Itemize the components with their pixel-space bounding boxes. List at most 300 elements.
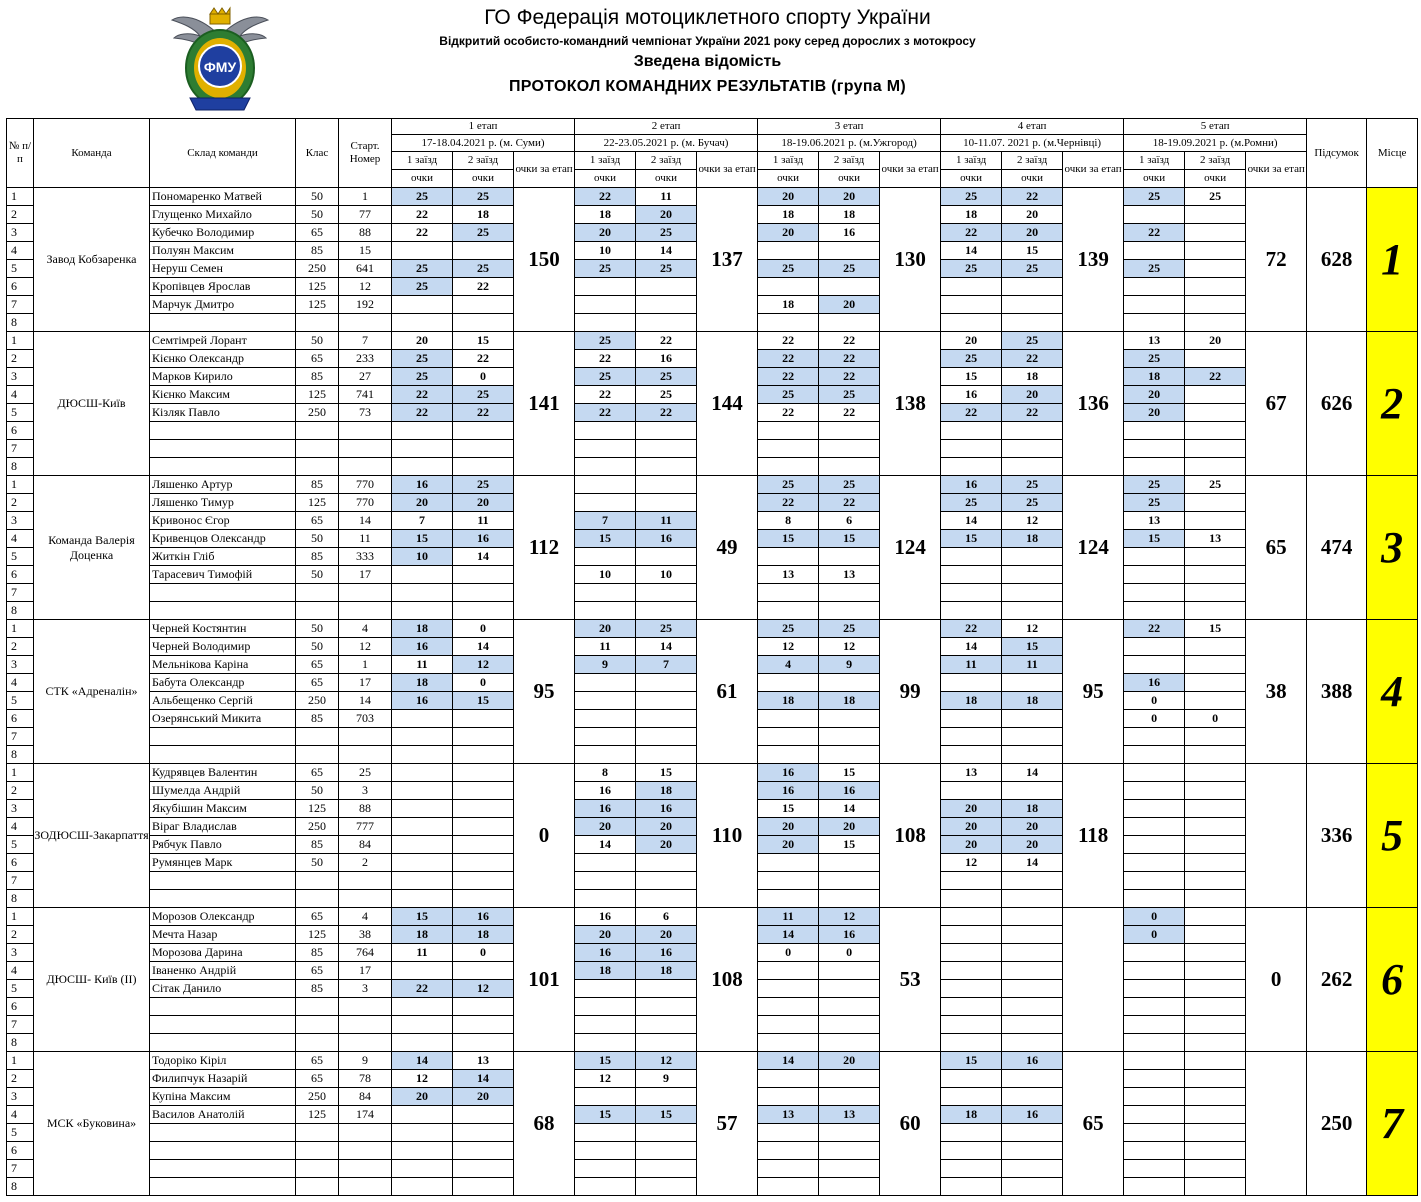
race-score (941, 1088, 1002, 1106)
race-score: 20 (758, 836, 819, 854)
race-score (1185, 458, 1246, 476)
stage-points-header: очки за етап (697, 152, 758, 188)
page-subtitle: Відкритий особисто-командний чемпіонат України 2021 року серед дорослих з мотокросу (439, 34, 976, 48)
race-score (758, 980, 819, 998)
race-score (575, 710, 636, 728)
race-score (453, 1106, 514, 1124)
rider-start-number (339, 890, 392, 908)
rider-name: Морозова Дарина (150, 944, 296, 962)
race-score (636, 440, 697, 458)
race-score: 22 (758, 404, 819, 422)
race-score: 0 (1124, 926, 1185, 944)
race-score (575, 1142, 636, 1160)
race-score (575, 872, 636, 890)
rider-number: 7 (7, 1160, 34, 1178)
rider-start-number: 3 (339, 980, 392, 998)
rider-start-number (339, 314, 392, 332)
race-score: 0 (1124, 710, 1185, 728)
rider-number: 1 (7, 476, 34, 494)
race-score: 12 (941, 854, 1002, 872)
rider-class: 125 (296, 926, 339, 944)
race-score (1185, 314, 1246, 332)
race-score: 25 (758, 620, 819, 638)
race-score (819, 278, 880, 296)
race-score (1185, 818, 1246, 836)
race-score (1002, 674, 1063, 692)
race-score (1185, 656, 1246, 674)
race-score (1002, 1178, 1063, 1196)
race-score (1002, 908, 1063, 926)
race-score: 25 (636, 620, 697, 638)
race-score: 25 (1124, 260, 1185, 278)
race-score: 18 (392, 674, 453, 692)
race-score (941, 548, 1002, 566)
race2-points-header: очки (453, 170, 514, 188)
race-score (1185, 998, 1246, 1016)
race-score (1124, 584, 1185, 602)
team-name: Завод Кобзаренка (34, 188, 150, 332)
race-score: 16 (392, 692, 453, 710)
race-score: 16 (453, 530, 514, 548)
race-score: 16 (575, 782, 636, 800)
race-score (1002, 458, 1063, 476)
rider-name (150, 728, 296, 746)
race-score (636, 872, 697, 890)
rider-class: 125 (296, 386, 339, 404)
rider-class: 85 (296, 944, 339, 962)
race-score: 15 (453, 332, 514, 350)
race-score (636, 494, 697, 512)
rider-number: 8 (7, 746, 34, 764)
race-score (392, 836, 453, 854)
race-score (453, 296, 514, 314)
race-score (941, 602, 1002, 620)
race-score (1124, 1124, 1185, 1142)
race-score (392, 314, 453, 332)
race-score: 25 (1002, 476, 1063, 494)
race-score: 15 (941, 1052, 1002, 1070)
race-score (1124, 548, 1185, 566)
race-score: 20 (453, 494, 514, 512)
race-score (1124, 1142, 1185, 1160)
rider-class (296, 746, 339, 764)
race-score (392, 782, 453, 800)
rider-start-number: 84 (339, 1088, 392, 1106)
rider-start-number: 764 (339, 944, 392, 962)
race-score: 12 (819, 908, 880, 926)
rider-name: Житкін Гліб (150, 548, 296, 566)
race-score: 12 (819, 638, 880, 656)
race-score: 18 (575, 206, 636, 224)
race-score: 13 (453, 1052, 514, 1070)
stage-total: 60 (880, 1052, 941, 1196)
race-score (453, 1016, 514, 1034)
race-score: 25 (819, 386, 880, 404)
race-score (1185, 1070, 1246, 1088)
rider-name (150, 1016, 296, 1034)
rider-name (150, 584, 296, 602)
race-score: 16 (453, 908, 514, 926)
race-score: 20 (392, 332, 453, 350)
race-score (941, 566, 1002, 584)
rider-start-number: 333 (339, 548, 392, 566)
race-score (636, 1178, 697, 1196)
race-score: 25 (392, 188, 453, 206)
race-score: 13 (819, 1106, 880, 1124)
race-score: 22 (453, 278, 514, 296)
rider-start-number: 1 (339, 656, 392, 674)
rider-class: 65 (296, 764, 339, 782)
race-score: 15 (1002, 242, 1063, 260)
race-score: 22 (575, 188, 636, 206)
rider-class: 85 (296, 710, 339, 728)
race-score (819, 1088, 880, 1106)
rider-class: 65 (296, 350, 339, 368)
race-score (636, 602, 697, 620)
race-score (819, 440, 880, 458)
rider-name (150, 1178, 296, 1196)
rider-class: 50 (296, 206, 339, 224)
race-score (575, 1124, 636, 1142)
race-score: 25 (819, 620, 880, 638)
race-score (1002, 746, 1063, 764)
race-score: 22 (1002, 404, 1063, 422)
race-score (941, 584, 1002, 602)
race-score (819, 242, 880, 260)
race-score: 20 (1002, 836, 1063, 854)
race-score (1124, 764, 1185, 782)
rider-start-number: 9 (339, 1052, 392, 1070)
race-score (1124, 566, 1185, 584)
race-score: 22 (392, 404, 453, 422)
race-score: 8 (758, 512, 819, 530)
rider-class: 250 (296, 1088, 339, 1106)
race-score (819, 458, 880, 476)
race-score: 10 (636, 566, 697, 584)
rider-start-number (339, 440, 392, 458)
race2-points-header: очки (1185, 170, 1246, 188)
race-score (1185, 890, 1246, 908)
race-score: 25 (1002, 494, 1063, 512)
race-score: 14 (1002, 764, 1063, 782)
rider-start-number: 88 (339, 800, 392, 818)
race-score (1185, 638, 1246, 656)
race1-points-header: очки (575, 170, 636, 188)
race-score: 4 (758, 656, 819, 674)
race-score (1002, 710, 1063, 728)
race-score (758, 422, 819, 440)
stage-total: 124 (1063, 476, 1124, 620)
stage-total: 68 (514, 1052, 575, 1196)
race-score (453, 854, 514, 872)
rider-start-number (339, 458, 392, 476)
rider-name: Купіна Максим (150, 1088, 296, 1106)
stage-total: 67 (1246, 332, 1307, 476)
rider-name: Тодоріко Кіріл (150, 1052, 296, 1070)
results-table (6, 118, 1418, 1196)
stage-total: 108 (880, 764, 941, 908)
race-score: 18 (392, 620, 453, 638)
stage-total: 139 (1063, 188, 1124, 332)
race-score (575, 1178, 636, 1196)
rider-name: Полуян Максим (150, 242, 296, 260)
race-score (636, 728, 697, 746)
rider-number: 2 (7, 926, 34, 944)
race-score: 13 (758, 1106, 819, 1124)
rider-name: Іваненко Андрій (150, 962, 296, 980)
race-score (453, 1178, 514, 1196)
race-score (1185, 872, 1246, 890)
race-score (453, 1034, 514, 1052)
race-score (758, 440, 819, 458)
stage-total: 38 (1246, 620, 1307, 764)
page-title: ГО Федерація мотоциклетного спорту України (484, 6, 931, 29)
race-score: 25 (1002, 332, 1063, 350)
stage-3-label: 3 етап (758, 119, 941, 135)
race-score (1124, 422, 1185, 440)
rider-name (150, 872, 296, 890)
race-score (392, 764, 453, 782)
race-score: 0 (1124, 692, 1185, 710)
race-score: 25 (453, 224, 514, 242)
race-score: 0 (1124, 908, 1185, 926)
race-score (758, 710, 819, 728)
race-score: 16 (392, 476, 453, 494)
race-score: 25 (575, 368, 636, 386)
race2-points-header: очки (819, 170, 880, 188)
race-score (758, 458, 819, 476)
race-score (575, 728, 636, 746)
rider-number: 4 (7, 386, 34, 404)
race-score: 25 (636, 260, 697, 278)
race-score (1185, 746, 1246, 764)
race-score (392, 1178, 453, 1196)
race-score (453, 584, 514, 602)
race-score: 25 (392, 368, 453, 386)
race-score (1002, 422, 1063, 440)
team-total: 388 (1307, 620, 1367, 764)
race-score (1002, 1070, 1063, 1088)
race-score: 22 (1124, 224, 1185, 242)
race-score: 20 (758, 188, 819, 206)
table-row (7, 1052, 1418, 1070)
rider-class (296, 872, 339, 890)
race-score (941, 746, 1002, 764)
rider-number: 8 (7, 602, 34, 620)
rider-class: 50 (296, 854, 339, 872)
race-score: 12 (453, 980, 514, 998)
rider-start-number (339, 1124, 392, 1142)
rider-number: 4 (7, 674, 34, 692)
race-score (636, 1088, 697, 1106)
race-score (575, 314, 636, 332)
race-score (392, 242, 453, 260)
rider-number: 8 (7, 1034, 34, 1052)
rider-class: 65 (296, 908, 339, 926)
rider-name (150, 998, 296, 1016)
race-score: 14 (453, 1070, 514, 1088)
rider-class (296, 1160, 339, 1178)
race-score: 12 (1002, 620, 1063, 638)
stage-total: 108 (697, 908, 758, 1052)
rider-name (150, 1034, 296, 1052)
race-score (453, 890, 514, 908)
rider-start-number: 770 (339, 494, 392, 512)
rider-number: 7 (7, 1016, 34, 1034)
race-score: 20 (1002, 386, 1063, 404)
rider-class: 65 (296, 656, 339, 674)
race-score: 11 (1002, 656, 1063, 674)
race-score: 18 (1002, 368, 1063, 386)
race-score (941, 926, 1002, 944)
stage-total: 110 (697, 764, 758, 908)
race-score: 16 (1002, 1106, 1063, 1124)
rider-start-number (339, 1142, 392, 1160)
race-score (1002, 926, 1063, 944)
rider-name (150, 1160, 296, 1178)
race-score (636, 1160, 697, 1178)
race-score (636, 746, 697, 764)
race-score (758, 1178, 819, 1196)
rider-class: 85 (296, 980, 339, 998)
rider-class (296, 1016, 339, 1034)
rider-start-number: 17 (339, 566, 392, 584)
race-score (819, 746, 880, 764)
race-score (819, 980, 880, 998)
rider-number: 3 (7, 656, 34, 674)
race2-header: 2 заїзд (1002, 152, 1063, 170)
race-score: 25 (575, 332, 636, 350)
rider-name: Мельнікова Каріна (150, 656, 296, 674)
race-score: 14 (941, 242, 1002, 260)
race-score: 14 (758, 1052, 819, 1070)
race-score (819, 1016, 880, 1034)
stage-3-info: 18-19.06.2021 р. (м.Ужгород) (758, 135, 941, 152)
rider-number: 3 (7, 368, 34, 386)
race-score (392, 1142, 453, 1160)
rider-class: 50 (296, 638, 339, 656)
race-score: 6 (819, 512, 880, 530)
rider-number: 6 (7, 278, 34, 296)
stage-1-info: 17-18.04.2021 р. (м. Суми) (392, 135, 575, 152)
race-score: 22 (1002, 188, 1063, 206)
federation-logo (170, 6, 270, 114)
rider-name: Пономаренко Матвей (150, 188, 296, 206)
rider-number: 7 (7, 728, 34, 746)
rider-number: 5 (7, 404, 34, 422)
race-score: 20 (819, 188, 880, 206)
rider-class (296, 440, 339, 458)
rider-name: Шумелда Андрій (150, 782, 296, 800)
rider-number: 6 (7, 710, 34, 728)
team-place: 3 (1367, 476, 1418, 620)
rider-name: Кудрявцев Валентин (150, 764, 296, 782)
race-score (758, 728, 819, 746)
race-score: 16 (636, 530, 697, 548)
race1-points-header: очки (941, 170, 1002, 188)
race-score: 15 (392, 530, 453, 548)
rider-name (150, 890, 296, 908)
race-score (1124, 962, 1185, 980)
race-score (453, 710, 514, 728)
race-score (453, 566, 514, 584)
rider-number: 2 (7, 782, 34, 800)
race-score: 0 (758, 944, 819, 962)
rider-start-number: 174 (339, 1106, 392, 1124)
rider-start-number: 77 (339, 206, 392, 224)
race-score (453, 746, 514, 764)
stage-total: 118 (1063, 764, 1124, 908)
race-score: 22 (453, 350, 514, 368)
rider-number: 6 (7, 422, 34, 440)
rider-number: 3 (7, 1088, 34, 1106)
race-score (636, 692, 697, 710)
race-score: 11 (453, 512, 514, 530)
race-score (1124, 800, 1185, 818)
rider-class: 50 (296, 566, 339, 584)
race-score: 25 (1185, 188, 1246, 206)
race-score (392, 566, 453, 584)
race-score: 18 (1002, 692, 1063, 710)
race-score (392, 800, 453, 818)
race-score (758, 1070, 819, 1088)
rider-name: Кубечко Володимир (150, 224, 296, 242)
race-score (1002, 728, 1063, 746)
race-score (392, 1160, 453, 1178)
race-score (941, 458, 1002, 476)
race-score: 20 (453, 1088, 514, 1106)
race-score (1185, 494, 1246, 512)
stage-points-header: очки за етап (514, 152, 575, 188)
stage-total: 136 (1063, 332, 1124, 476)
rider-name (150, 422, 296, 440)
race-score (453, 962, 514, 980)
race-score: 20 (575, 926, 636, 944)
race-score (1002, 1124, 1063, 1142)
race-score: 20 (941, 836, 1002, 854)
rider-number: 5 (7, 980, 34, 998)
rider-number: 7 (7, 440, 34, 458)
stage-total: 141 (514, 332, 575, 476)
race-score: 25 (1124, 476, 1185, 494)
race-score (575, 422, 636, 440)
rider-name: Тарасевич Тимофій (150, 566, 296, 584)
stage-total (1063, 908, 1124, 1052)
race-score (392, 962, 453, 980)
race-score (453, 998, 514, 1016)
race-score (1124, 314, 1185, 332)
race-score (636, 1124, 697, 1142)
stage-5-info: 18-19.09.2021 р. (м.Ромни) (1124, 135, 1307, 152)
race-score: 20 (636, 206, 697, 224)
rider-class: 250 (296, 692, 339, 710)
rider-start-number: 14 (339, 512, 392, 530)
race-score: 22 (636, 332, 697, 350)
race-score (1185, 782, 1246, 800)
rider-name: Якубішин Максим (150, 800, 296, 818)
stage-total (1246, 1052, 1307, 1196)
race-score (392, 998, 453, 1016)
rider-number: 5 (7, 260, 34, 278)
race-score (1124, 206, 1185, 224)
race-score (819, 1142, 880, 1160)
stage-total: 130 (880, 188, 941, 332)
race-score (1124, 890, 1185, 908)
rider-start-number: 78 (339, 1070, 392, 1088)
race-score (453, 818, 514, 836)
race-score: 13 (1185, 530, 1246, 548)
team-place: 7 (1367, 1052, 1418, 1196)
